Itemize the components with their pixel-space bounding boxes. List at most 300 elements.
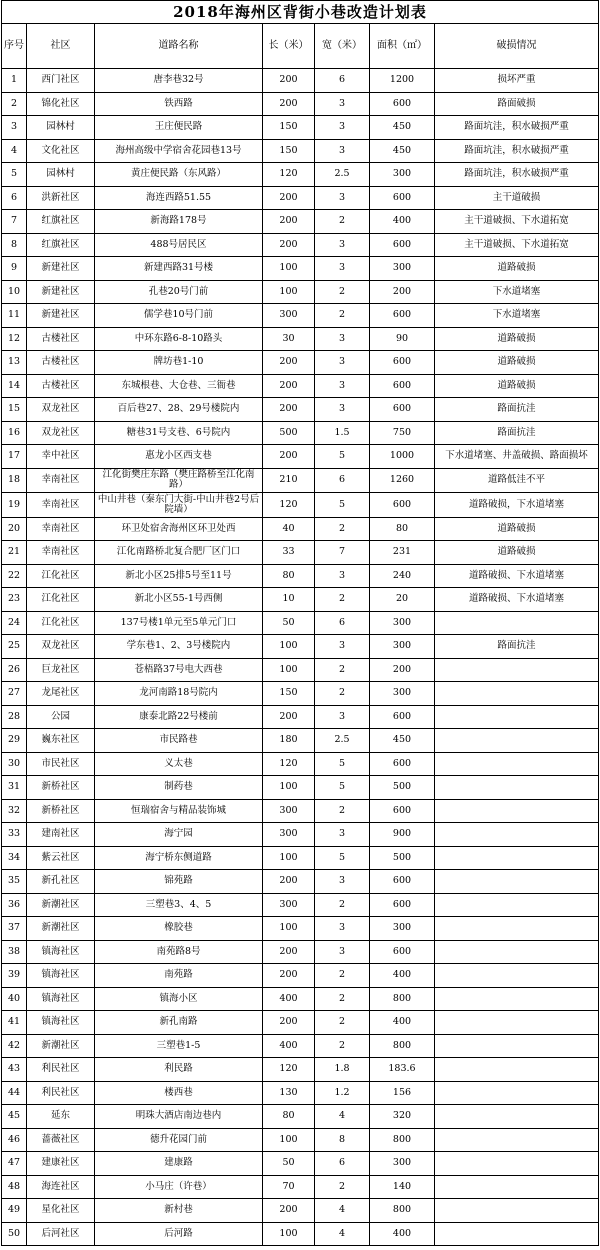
header-index: 序号 [2,24,27,69]
table-row [2,1199,599,1223]
cell-width: 2 [315,210,370,234]
cell-damage [435,846,599,870]
table-row [2,658,599,682]
table-row [2,752,599,776]
cell-area: 600 [370,233,435,257]
cell-index: 20 [2,517,27,541]
cell-road-name: 后河路 [95,1222,263,1246]
cell-width: 2 [315,517,370,541]
cell-road-name: 新孔南路 [95,1011,263,1035]
cell-width: 3 [315,233,370,257]
cell-index: 38 [2,940,27,964]
cell-width: 3 [315,705,370,729]
cell-width: 2 [315,1034,370,1058]
table-row [2,210,599,234]
cell-area: 600 [370,493,435,518]
cell-length: 30 [263,327,315,351]
cell-length: 180 [263,729,315,753]
cell-road-name: 惠龙小区西支巷 [95,445,263,469]
table-row [2,69,599,93]
plan-table [1,23,599,1246]
cell-road-name: 苍梧路37号电大西巷 [95,658,263,682]
cell-damage [435,705,599,729]
cell-road-name: 海州高级中学宿舍花园巷13号 [95,139,263,163]
table-row [2,635,599,659]
cell-width: 7 [315,541,370,565]
cell-area: 183.6 [370,1058,435,1082]
cell-community: 园林村 [27,116,95,140]
cell-community: 古楼社区 [27,374,95,398]
cell-road-name: 东城根巷、大仓巷、三衙巷 [95,374,263,398]
table-row [2,233,599,257]
table-row [2,304,599,328]
cell-length: 40 [263,517,315,541]
cell-width: 3 [315,917,370,941]
table-row [2,940,599,964]
cell-damage [435,1011,599,1035]
table-row [2,92,599,116]
cell-community: 新建社区 [27,257,95,281]
cell-index: 30 [2,752,27,776]
cell-road-name: 新建西路31号楼 [95,257,263,281]
cell-index: 25 [2,635,27,659]
table-row [2,374,599,398]
cell-area: 200 [370,280,435,304]
cell-damage: 道路破损 [435,517,599,541]
cell-damage [435,1105,599,1129]
cell-community: 幸南社区 [27,468,95,493]
table-row [2,1034,599,1058]
cell-width: 3 [315,351,370,375]
cell-index: 12 [2,327,27,351]
cell-width: 5 [315,846,370,870]
table-row [2,611,599,635]
cell-width: 1.5 [315,421,370,445]
cell-length: 33 [263,541,315,565]
cell-area: 400 [370,964,435,988]
cell-length: 100 [263,1128,315,1152]
cell-road-name: 利民路 [95,1058,263,1082]
cell-area: 90 [370,327,435,351]
cell-damage [435,658,599,682]
cell-length: 120 [263,1058,315,1082]
cell-area: 450 [370,139,435,163]
cell-road-name: 三塑巷1-5 [95,1034,263,1058]
cell-width: 2 [315,1011,370,1035]
cell-area: 231 [370,541,435,565]
table-body [2,69,599,1246]
cell-area: 300 [370,257,435,281]
cell-width: 1.8 [315,1058,370,1082]
cell-width: 2 [315,799,370,823]
cell-area: 900 [370,823,435,847]
cell-road-name: 137号楼1单元至5单元门口 [95,611,263,635]
table-row [2,823,599,847]
cell-damage [435,870,599,894]
cell-damage [435,987,599,1011]
cell-width: 3 [315,374,370,398]
cell-index: 3 [2,116,27,140]
cell-index: 40 [2,987,27,1011]
cell-damage [435,1199,599,1223]
table-row [2,398,599,422]
cell-width: 3 [315,139,370,163]
cell-community: 镇海社区 [27,987,95,1011]
cell-length: 300 [263,893,315,917]
cell-area: 800 [370,987,435,1011]
cell-length: 100 [263,635,315,659]
cell-width: 2.5 [315,163,370,187]
cell-road-name: 龙河南路18号院内 [95,682,263,706]
cell-community: 建南社区 [27,823,95,847]
cell-length: 200 [263,940,315,964]
cell-index: 15 [2,398,27,422]
cell-area: 300 [370,1152,435,1176]
cell-width: 3 [315,940,370,964]
cell-width: 2 [315,987,370,1011]
cell-community: 公园 [27,705,95,729]
cell-index: 10 [2,280,27,304]
cell-community: 幸中社区 [27,445,95,469]
cell-damage: 损坏严重 [435,69,599,93]
cell-length: 200 [263,186,315,210]
cell-road-name: 海宁园 [95,823,263,847]
table-row [2,116,599,140]
cell-damage: 道路破损、下水道堵塞 [435,564,599,588]
cell-index: 36 [2,893,27,917]
header-damage: 破损情况 [435,24,599,69]
cell-width: 4 [315,1199,370,1223]
table-row [2,139,599,163]
cell-width: 2 [315,304,370,328]
cell-length: 300 [263,799,315,823]
cell-area: 320 [370,1105,435,1129]
cell-width: 2 [315,588,370,612]
cell-community: 双龙社区 [27,421,95,445]
table-row [2,257,599,281]
cell-width: 6 [315,611,370,635]
cell-width: 2 [315,658,370,682]
cell-community: 星化社区 [27,1199,95,1223]
cell-community: 新潮社区 [27,917,95,941]
cell-index: 49 [2,1199,27,1223]
cell-road-name: 中山井巷（秦东门大街-中山井巷2号后院墙） [95,493,263,518]
header-width: 宽（米） [315,24,370,69]
cell-road-name: 江化南路桥北复合肥厂区门口 [95,541,263,565]
cell-damage [435,611,599,635]
cell-community: 新建社区 [27,304,95,328]
cell-community: 西门社区 [27,69,95,93]
table-row [2,1058,599,1082]
cell-index: 2 [2,92,27,116]
cell-area: 750 [370,421,435,445]
cell-community: 江化社区 [27,588,95,612]
cell-area: 400 [370,1011,435,1035]
cell-index: 37 [2,917,27,941]
cell-area: 600 [370,374,435,398]
cell-length: 70 [263,1175,315,1199]
cell-length: 120 [263,163,315,187]
cell-road-name: 楼西巷 [95,1081,263,1105]
cell-width: 2 [315,964,370,988]
cell-width: 5 [315,445,370,469]
cell-road-name: 学东巷1、2、3号楼院内 [95,635,263,659]
table-row [2,280,599,304]
header-length: 长（米） [263,24,315,69]
cell-road-name: 小马庄（许巷） [95,1175,263,1199]
cell-width: 6 [315,69,370,93]
cell-index: 11 [2,304,27,328]
cell-width: 5 [315,493,370,518]
cell-damage: 道路破损 [435,257,599,281]
cell-width: 3 [315,257,370,281]
table-row [2,421,599,445]
table-row [2,1152,599,1176]
cell-width: 8 [315,1128,370,1152]
cell-community: 蔷薇社区 [27,1128,95,1152]
cell-index: 50 [2,1222,27,1246]
table-row [2,729,599,753]
cell-length: 150 [263,116,315,140]
cell-width: 5 [315,752,370,776]
cell-length: 100 [263,280,315,304]
cell-index: 39 [2,964,27,988]
cell-width: 2 [315,1175,370,1199]
cell-community: 红旗社区 [27,210,95,234]
cell-width: 5 [315,776,370,800]
cell-length: 200 [263,374,315,398]
cell-area: 400 [370,210,435,234]
table-row [2,1128,599,1152]
table-row [2,541,599,565]
cell-area: 600 [370,398,435,422]
cell-length: 100 [263,776,315,800]
cell-road-name: 南苑路8号 [95,940,263,964]
cell-length: 120 [263,493,315,518]
table-row [2,468,599,493]
cell-width: 2 [315,893,370,917]
table-row [2,846,599,870]
cell-community: 双龙社区 [27,635,95,659]
cell-damage [435,776,599,800]
cell-damage [435,682,599,706]
cell-area: 800 [370,1128,435,1152]
cell-road-name: 义太巷 [95,752,263,776]
cell-community: 红旗社区 [27,233,95,257]
cell-community: 幸南社区 [27,493,95,518]
table-row [2,588,599,612]
cell-length: 200 [263,705,315,729]
cell-index: 31 [2,776,27,800]
cell-community: 建康社区 [27,1152,95,1176]
cell-road-name: 新北小区55-1号西侧 [95,588,263,612]
cell-index: 4 [2,139,27,163]
cell-community: 后河社区 [27,1222,95,1246]
cell-road-name: 王庄便民路 [95,116,263,140]
cell-area: 800 [370,1199,435,1223]
cell-length: 100 [263,257,315,281]
cell-road-name: 孔巷20号门前 [95,280,263,304]
cell-area: 80 [370,517,435,541]
cell-area: 300 [370,611,435,635]
cell-area: 20 [370,588,435,612]
cell-community: 新孔社区 [27,870,95,894]
cell-damage [435,1128,599,1152]
cell-length: 200 [263,445,315,469]
cell-road-name: 新海路178号 [95,210,263,234]
cell-community: 新建社区 [27,280,95,304]
cell-width: 3 [315,564,370,588]
cell-damage: 路面坑洼，积水破损严重 [435,116,599,140]
cell-damage [435,1058,599,1082]
cell-width: 3 [315,92,370,116]
cell-damage: 路面破损 [435,92,599,116]
header-row [2,24,599,69]
table-row [2,799,599,823]
cell-damage [435,1081,599,1105]
cell-index: 13 [2,351,27,375]
cell-length: 100 [263,846,315,870]
cell-road-name: 恒瑞宿舍与精品装饰城 [95,799,263,823]
table-row [2,493,599,518]
cell-index: 9 [2,257,27,281]
cell-damage: 道路破损 [435,327,599,351]
cell-index: 42 [2,1034,27,1058]
cell-road-name: 江化街樊庄东路（樊庄路桥至江化南路） [95,468,263,493]
cell-road-name: 康泰北路22号楼前 [95,705,263,729]
cell-road-name: 橡胶巷 [95,917,263,941]
cell-road-name: 黄庄便民路（东风路） [95,163,263,187]
cell-damage: 路面抗洼 [435,635,599,659]
cell-index: 32 [2,799,27,823]
cell-damage [435,964,599,988]
cell-community: 新潮社区 [27,1034,95,1058]
cell-road-name: 明珠大酒店南边巷内 [95,1105,263,1129]
cell-index: 8 [2,233,27,257]
cell-community: 新桥社区 [27,776,95,800]
cell-width: 3 [315,398,370,422]
cell-area: 600 [370,799,435,823]
cell-damage: 路面抗洼 [435,398,599,422]
cell-damage [435,893,599,917]
cell-index: 45 [2,1105,27,1129]
cell-community: 双龙社区 [27,398,95,422]
cell-area: 500 [370,776,435,800]
cell-damage: 道路破损 [435,374,599,398]
cell-index: 17 [2,445,27,469]
cell-area: 1200 [370,69,435,93]
cell-road-name: 海连西路51.55 [95,186,263,210]
cell-damage [435,752,599,776]
table-title: 2018年海州区背街小巷改造计划表 [1,0,599,23]
cell-road-name: 建康路 [95,1152,263,1176]
cell-width: 2.5 [315,729,370,753]
cell-damage: 主干道破损、下水道拓宽 [435,210,599,234]
cell-damage: 道路破损 [435,351,599,375]
cell-damage: 下水道堵塞、井盖破损、路面损坏 [435,445,599,469]
cell-area: 600 [370,351,435,375]
cell-community: 锦化社区 [27,92,95,116]
cell-index: 33 [2,823,27,847]
cell-index: 27 [2,682,27,706]
cell-damage [435,940,599,964]
cell-length: 150 [263,682,315,706]
cell-area: 600 [370,940,435,964]
cell-area: 200 [370,658,435,682]
cell-length: 100 [263,658,315,682]
header-community: 社区 [27,24,95,69]
cell-width: 2 [315,280,370,304]
cell-index: 29 [2,729,27,753]
cell-index: 43 [2,1058,27,1082]
cell-area: 240 [370,564,435,588]
cell-area: 600 [370,186,435,210]
cell-damage [435,799,599,823]
cell-damage: 路面抗洼 [435,421,599,445]
cell-area: 1000 [370,445,435,469]
cell-community: 新潮社区 [27,893,95,917]
cell-damage: 路面坑洼，积水破损严重 [435,163,599,187]
cell-index: 48 [2,1175,27,1199]
cell-area: 300 [370,635,435,659]
cell-length: 50 [263,611,315,635]
cell-index: 6 [2,186,27,210]
table-row [2,1222,599,1246]
cell-community: 江化社区 [27,611,95,635]
table-row [2,186,599,210]
cell-length: 200 [263,92,315,116]
cell-community: 利民社区 [27,1081,95,1105]
cell-community: 利民社区 [27,1058,95,1082]
cell-road-name: 南苑路 [95,964,263,988]
cell-index: 21 [2,541,27,565]
cell-community: 龙尾社区 [27,682,95,706]
table-row [2,517,599,541]
cell-width: 6 [315,1152,370,1176]
cell-area: 400 [370,1222,435,1246]
cell-area: 450 [370,729,435,753]
cell-community: 古楼社区 [27,327,95,351]
cell-length: 210 [263,468,315,493]
cell-area: 600 [370,752,435,776]
cell-length: 200 [263,870,315,894]
cell-damage: 主干道破损、下水道拓宽 [435,233,599,257]
cell-length: 200 [263,233,315,257]
cell-community: 古楼社区 [27,351,95,375]
cell-length: 150 [263,139,315,163]
cell-length: 80 [263,564,315,588]
table-row [2,776,599,800]
cell-length: 200 [263,1011,315,1035]
table-row [2,564,599,588]
cell-area: 600 [370,304,435,328]
table-row [2,987,599,1011]
cell-index: 19 [2,493,27,518]
cell-index: 22 [2,564,27,588]
cell-community: 洪新社区 [27,186,95,210]
cell-index: 34 [2,846,27,870]
cell-index: 44 [2,1081,27,1105]
cell-length: 200 [263,1199,315,1223]
cell-width: 3 [315,116,370,140]
cell-length: 120 [263,752,315,776]
cell-community: 镇海社区 [27,964,95,988]
cell-damage [435,729,599,753]
cell-area: 600 [370,92,435,116]
cell-road-name: 牌坊巷1-10 [95,351,263,375]
cell-index: 28 [2,705,27,729]
cell-length: 80 [263,1105,315,1129]
